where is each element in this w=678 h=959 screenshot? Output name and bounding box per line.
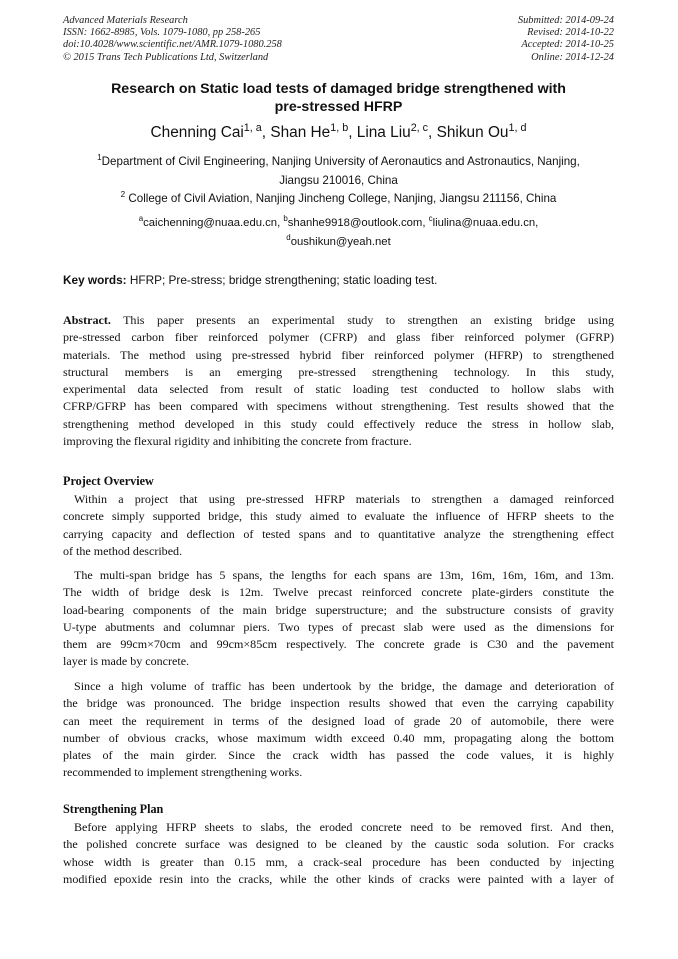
paragraph [63,567,614,671]
author-affiliation-mark: 1, d [508,121,527,134]
email-link[interactable]: liulina@nuaa.edu.cn, [432,217,539,229]
author-name: Chenning Cai [150,124,244,141]
email-mark: a [138,214,144,224]
email-link[interactable]: shanhe9918@outlook.com, [287,217,426,229]
text-line: modified epoxide resin into the cracks, while the other kinds of cracks were painted with a layer of [63,871,614,886]
author-name: Shan He [270,124,331,141]
author-name: Lina Liu [356,124,411,141]
author-affiliation-mark: 2, c [410,121,429,134]
keywords [63,273,614,287]
email-mark: b [283,214,288,224]
text-line: Before applying HFRP sheets to slabs, the eroded concrete need to be removed first. And then, [74,820,614,834]
issn-line: ISSN: 1662-8985, Vols. 1079-1080, pp 258-265 [63,27,261,39]
text-line: materials. The method using pre-stressed hybrid fiber reinforced polymer (HFRP) to strengthened [63,347,614,362]
text-line: plates of the main girder. Since the crack width has passed the code values, it is highly [63,748,614,763]
email-link[interactable]: oushikun@yeah.net [290,236,391,248]
copyright-line: © 2015 Trans Tech Publications Ltd, Switzerland [63,51,269,63]
title-line-1: Research on Static load tests of damaged bridge strengthened with [111,81,566,97]
author-affiliation-mark: 1, b [330,121,349,134]
affiliation-text: Jiangsu 210016, China [279,174,398,187]
text-line: the bridge was pronounced. The bridge inspection results showed that even the carrying capability [63,696,614,711]
paper-title [63,81,614,116]
text-line: The multi-span bridge has 5 spans, the lengths for each spans are 13m, 16m, 16m, 16m, and 13m. [74,568,614,582]
paragraph [63,491,614,560]
text-line: number of obvious cracks, whose maximum width exceed 0.40 mm, propagating along the bottom [63,730,614,745]
text-line: strengthening method developed in this study could effectively reduce the stress in hollow slab, [63,416,614,431]
affiliation-mark: 2 [120,190,126,200]
paragraph [63,819,614,888]
submitted-date: Submitted: 2014-09-24 [517,15,614,26]
revised-date: Revised: 2014-10-22 [527,27,614,39]
section-heading: Strengthening Plan [63,802,164,816]
affiliation-text: College of Civil Aviation, Nanjing Jincheng College, Nanjing, Jiangsu 211156, China [128,192,557,205]
text-line: carrying capacity and deflection of tested spans and to quantitative analyze the strengthening effect [63,526,614,541]
journal-name: Advanced Materials Research [63,15,188,26]
text-line: them are 99cm×70cm and 99cm×85cm respectively. The concrete grade is C30 and the pavement [63,637,614,652]
paragraph [63,678,614,782]
abstract [63,312,614,450]
text-line: structural members is an emerging pre-stressed strengthening technology. In this study, [63,364,614,379]
keywords-text: HFRP; Pre-stress; bridge strengthening; static loading test. [129,273,438,287]
text-line: concrete simply supported bridge, this study aimed to evaluate the influence of HFRP sheets to the [63,509,614,524]
keywords-label: Key words: [63,273,127,287]
affiliation-1 [63,152,614,190]
text-line: recommended to implement strengthening works. [63,765,303,780]
author-affiliation-mark: 1, a [243,121,262,134]
abstract-label: Abstract. [63,313,111,327]
online-date: Online: 2014-12-24 [531,51,614,63]
email-mark: c [428,214,433,224]
submission-dates [518,15,614,64]
text-line: The width of bridge desk is 12m. Twelve precast reinforced concrete plate-girders constitute the [63,585,614,600]
text-line: load-bearing components of the main bridge superstructure; and the substructure consists of gravity [63,602,614,617]
text-line: improving the flexural rigidity and inhibiting the concrete from fracture. [63,434,412,449]
text-line: whose width is greater than 0.15 mm, a crack-seal procedure has been conducted by injecting [63,854,614,869]
text-line: layer is made by concrete. [63,654,190,669]
text-line: CFRP/GFRP has been compared with specimens without strengthening. Test results showed that the [63,399,614,414]
journal-info [63,15,282,64]
affiliation-text: Department of Civil Engineering, Nanjing University of Aeronautics and Astronautics, Nanjing, [101,155,580,168]
text-line: This paper presents an experimental study to strengthen an existing bridge using [110,313,614,327]
doi-line: doi:10.4028/www.scientific.net/AMR.1079-1080.258 [63,39,282,51]
author-emails [63,214,614,252]
section-heading: Project Overview [63,474,154,488]
text-line: the polished concrete surface was designed to be cleaned by the caustic soda solution. For cracks [63,837,614,852]
affiliation-mark: 1 [97,153,102,163]
author-name: Shikun Ou [436,124,509,141]
text-line: experimental data selected from result of static loading test conducted to hollow slabs with [63,382,614,397]
text-line: Since a high volume of traffic has been undertook by the bridge, the damage and deterioration of [74,679,614,693]
title-line-2: pre-stressed HFRP [274,98,403,115]
text-line: Within a project that using pre-stressed HFRP materials to strengthen a damaged reinforced [74,492,614,506]
text-line: can meet the requirement in terms of the designed load of grade 20 of automobile, there were [63,713,614,728]
text-line: of the method described. [63,543,183,558]
text-line: U-type abutments and columnar piers. Two types of precast slab were used as the dimensions for [63,619,614,634]
author-list: Chenning Cai$^{1, a}$, Shan He$^{1, b}$, Lina Liu$^{2, c}$, Shikun Ou$^{1, d}$ [150,121,527,141]
affiliation-2 [63,189,614,208]
email-link[interactable]: caichenning@nuaa.edu.cn, [143,217,281,229]
email-mark: d [286,233,291,243]
text-line: pre-stressed carbon fiber reinforced polymer (CFRP) and glass fiber reinforced polymer (GFRP) [63,330,614,345]
accepted-date: Accepted: 2014-10-25 [521,39,614,51]
